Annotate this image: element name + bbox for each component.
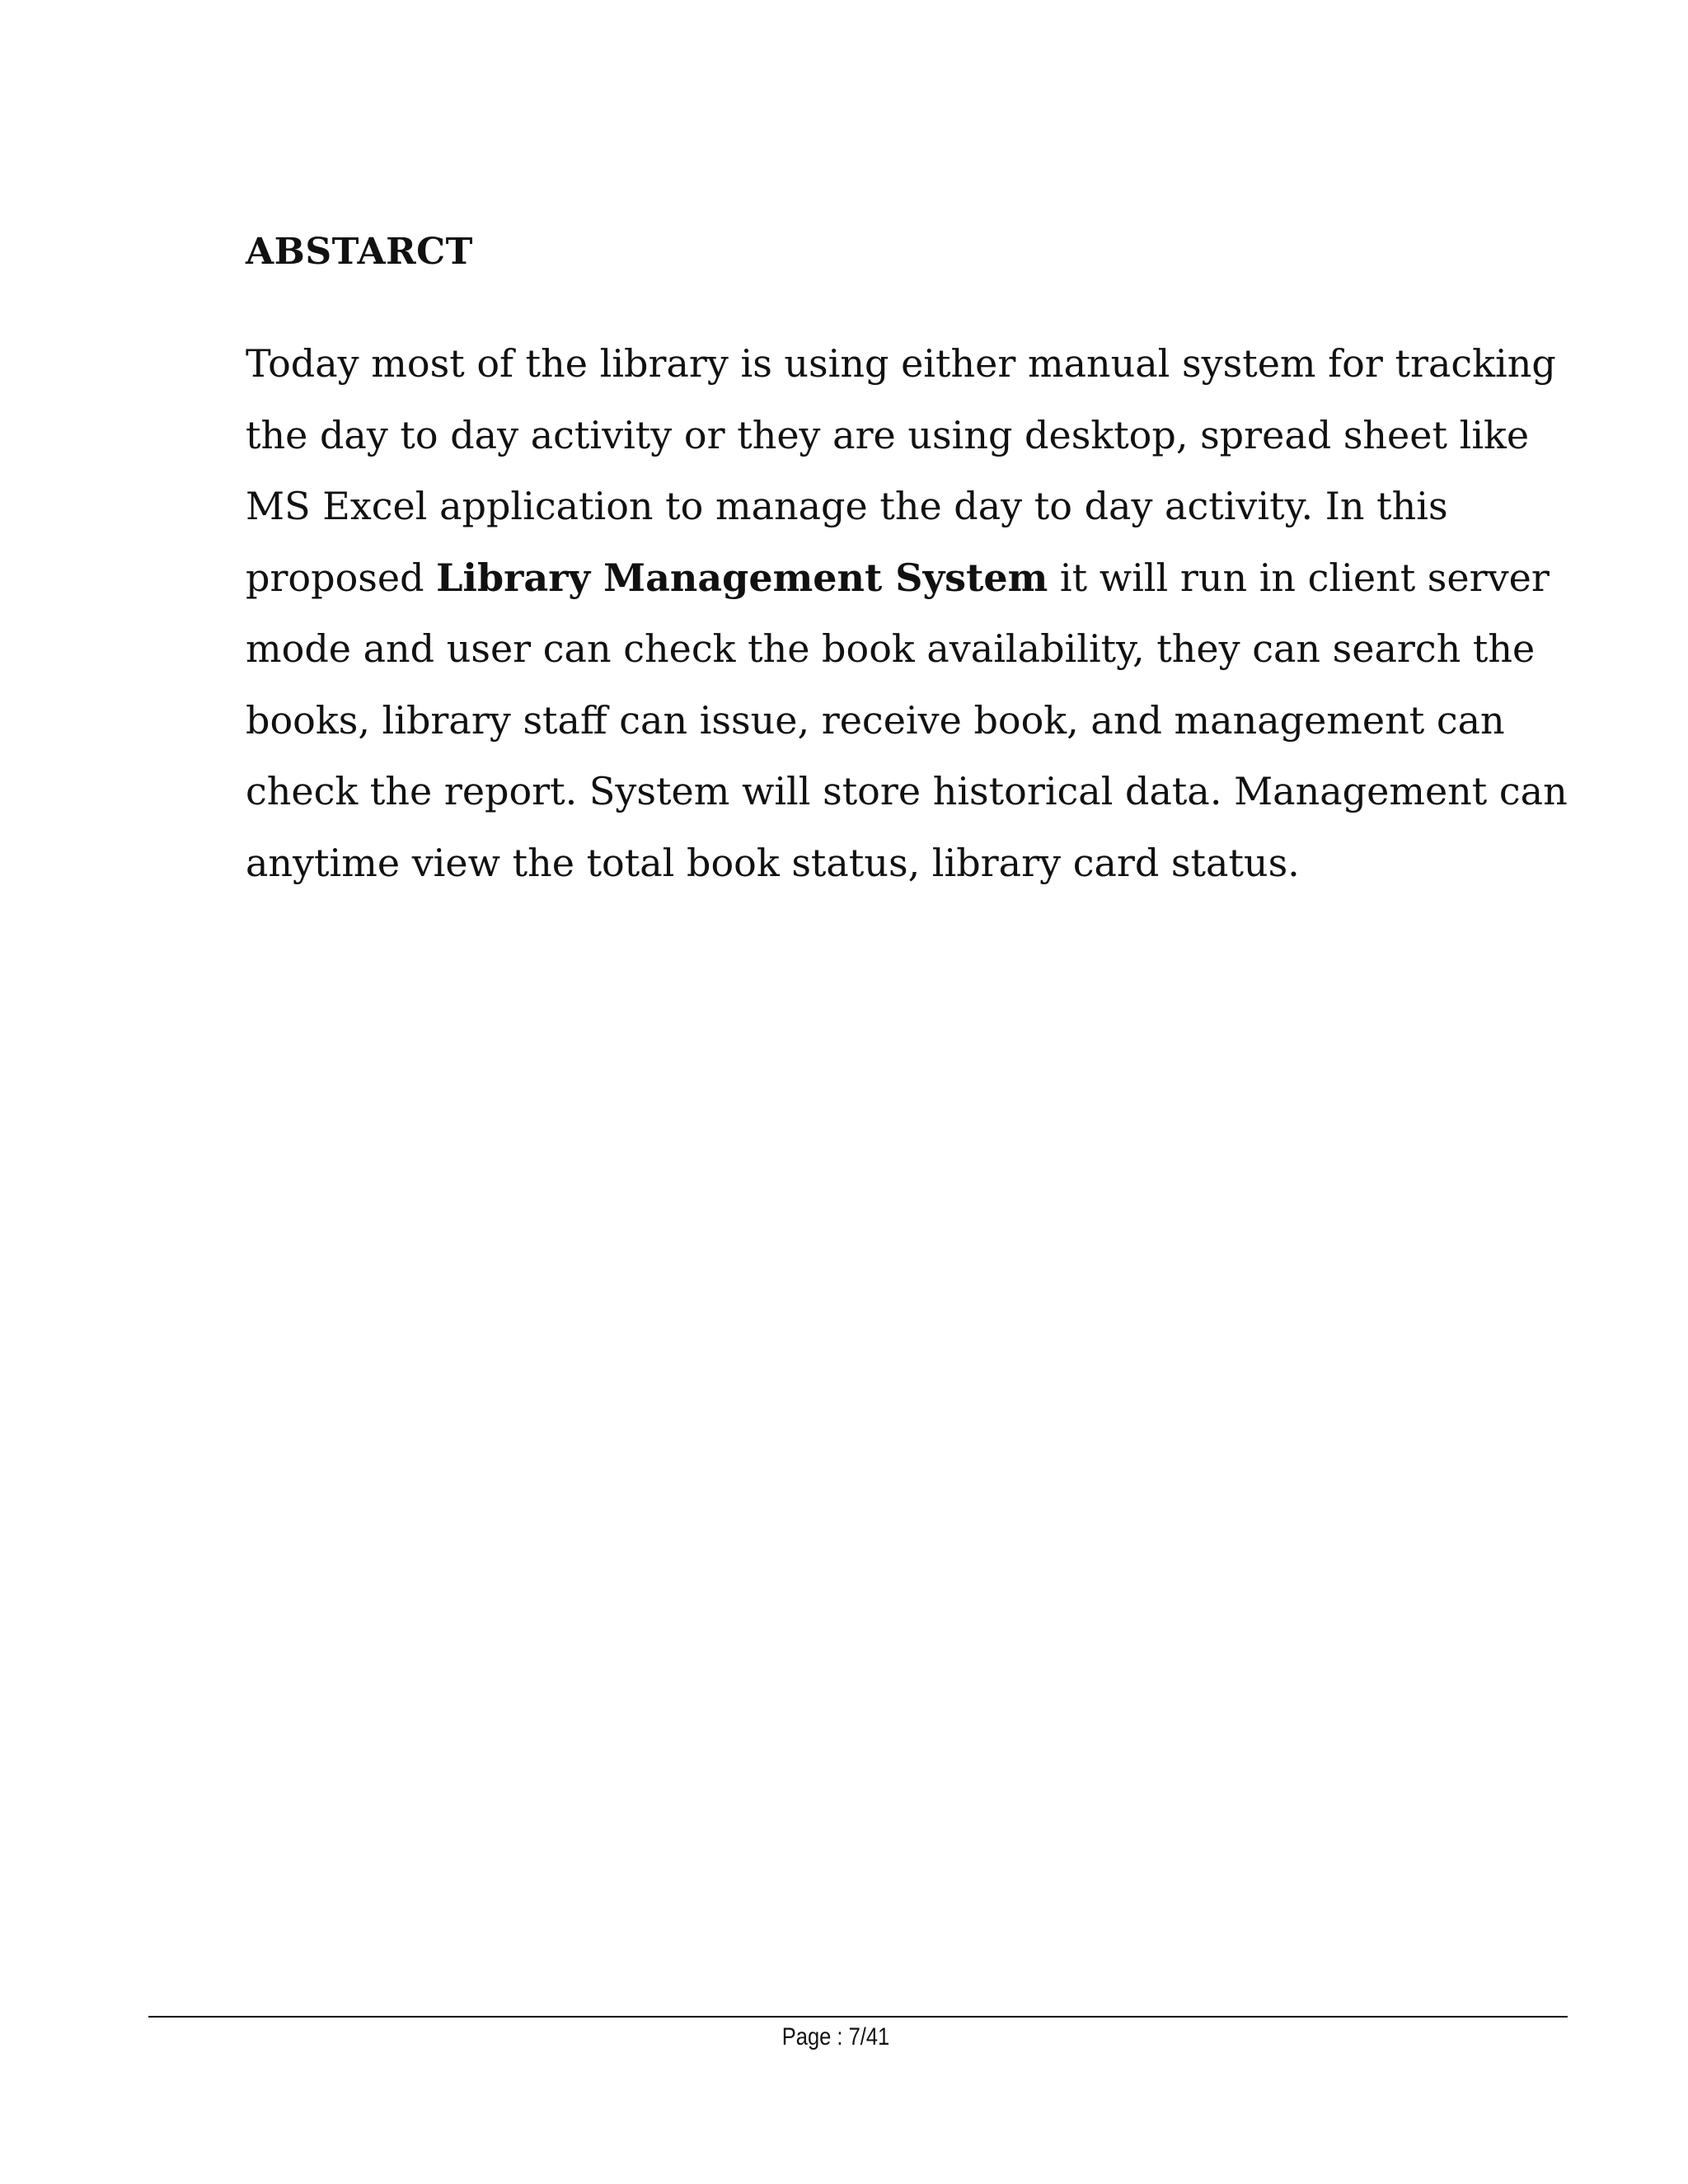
paragraph-line-segment: proposed <box>246 555 437 600</box>
page-number: Page : 7/41 <box>781 2023 890 2050</box>
footer-divider <box>148 2016 1568 2018</box>
section-heading: ABSTARCT <box>246 231 473 273</box>
abstract-paragraph <box>246 328 1568 898</box>
paragraph-line: the day to day activity or they are using desktop, spread sheet like <box>246 412 1530 457</box>
paragraph-line: mode and user can check the book availability, they can search the <box>246 626 1536 671</box>
paragraph-line: check the report. System will store historical data. Management can <box>246 769 1568 813</box>
system-name-emphasis: Library Management System <box>436 555 1048 600</box>
paragraph-line: MS Excel application to manage the day to day activity. In this <box>246 484 1448 528</box>
paragraph-line-segment: it will run in client server <box>1048 555 1550 600</box>
paragraph-line: books, library staff can issue, receive book, and management can <box>246 697 1505 743</box>
paragraph-line: anytime view the total book status, library card status. <box>246 840 1300 885</box>
paragraph-line <box>246 542 1550 614</box>
paragraph-line: Today most of the library is using either manual system for tracking <box>246 341 1556 386</box>
